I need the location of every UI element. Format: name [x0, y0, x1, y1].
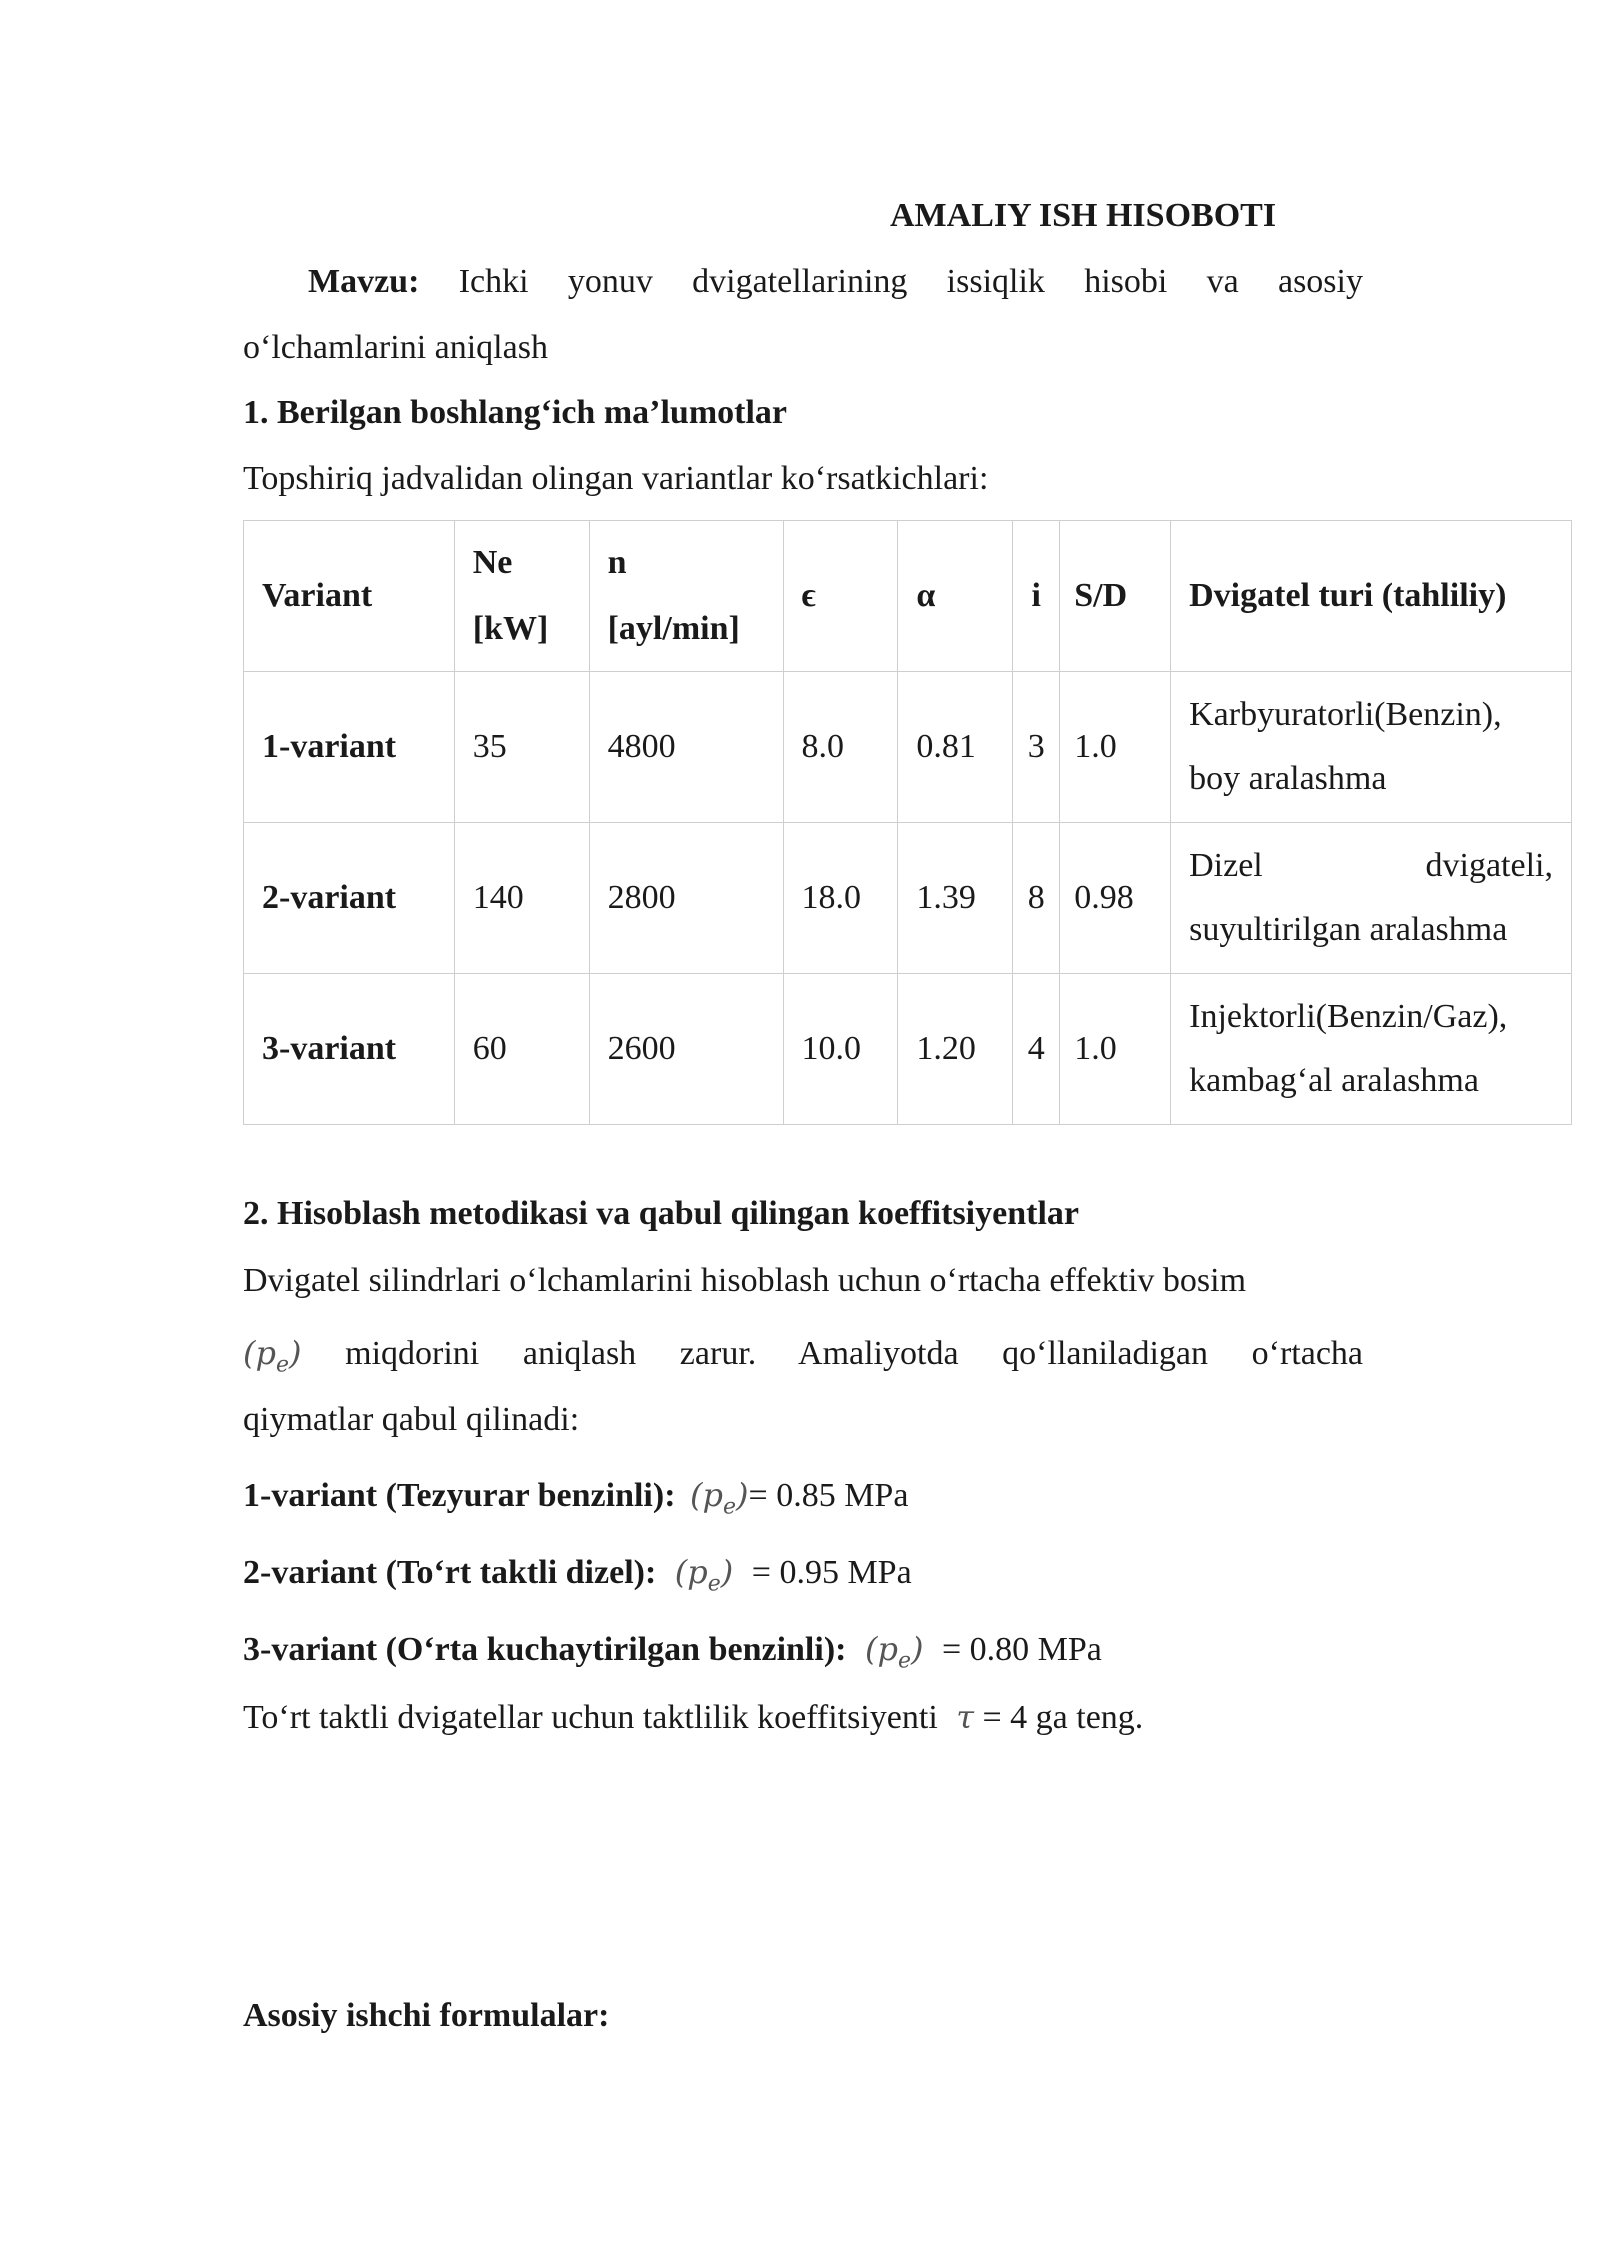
cell-type-line2: kambag‘al aralashma — [1189, 1062, 1479, 1099]
tau-value: = 4 ga teng. — [982, 1699, 1144, 1736]
cell-type — [1171, 672, 1572, 823]
pe-symbol: (p — [674, 1553, 708, 1591]
variant1-value: = 0.85 MPa — [748, 1477, 909, 1514]
topic-label: Mavzu: — [308, 263, 420, 300]
section2-paragraph-line3: qiymatlar qabul qilinadi: — [243, 1401, 580, 1438]
col-header-ne-unit: [kW] — [472, 610, 549, 647]
cell-type-line1: Dizel dvigateli, — [1189, 847, 1553, 884]
section3-heading: Asosiy ishchi formulalar: — [243, 1997, 610, 2034]
cell-sd: 0.98 — [1060, 823, 1171, 974]
section2-paragraph-line1: Dvigatel silindrlari o‘lchamlarini hisoblash uchun o‘rtacha effektiv bosim — [243, 1262, 1247, 1299]
variant3-label: 3-variant (O‘rta kuchaytirilgan benzinli): — [243, 1631, 847, 1668]
cell-variant: 1-variant — [244, 672, 455, 823]
section2-paragraph-line2-text: miqdorini aniqlash zarur. Amaliyotda qo‘llaniladigan o‘rtacha — [345, 1335, 1363, 1372]
variant2-label: 2-variant (To‘rt taktli dizel): — [243, 1554, 657, 1591]
pe-formula — [243, 1334, 302, 1378]
variant3-value: = 0.80 MPa — [941, 1631, 1102, 1668]
pe-formula — [865, 1629, 923, 1681]
table-row — [244, 974, 1572, 1125]
pe-subscript: e — [723, 1494, 737, 1520]
pe-subscript: e — [707, 1571, 721, 1597]
cell-n: 2800 — [589, 823, 783, 974]
variants-table — [243, 520, 1572, 1125]
pe-formula — [675, 1552, 733, 1604]
cell-sd: 1.0 — [1060, 974, 1171, 1125]
pe-symbol: (p — [864, 1630, 898, 1668]
pe-close: ) — [736, 1476, 749, 1514]
cell-ne: 140 — [454, 823, 589, 974]
col-header-variant: Variant — [244, 521, 455, 672]
variant1-pressure — [243, 1475, 908, 1527]
pe-symbol: (p — [243, 1334, 276, 1372]
section1-heading: 1. Berilgan boshlang‘ich ma’lumotlar — [243, 394, 788, 431]
variant1-label: 1-variant (Tezyurar benzinli): — [243, 1477, 676, 1514]
section2-heading: 2. Hisoblash metodikasi va qabul qilingan koeffitsiyentlar — [243, 1195, 1079, 1232]
cell-type-line1: Karbyuratorli(Benzin), — [1189, 696, 1502, 733]
topic-text: Ichki yonuv dvigatellarining issiqlik hisobi va asosiy — [458, 263, 1363, 300]
col-header-n-unit: [ayl/min] — [607, 610, 740, 647]
cell-variant: 2-variant — [244, 823, 455, 974]
col-header-n-symbol: n — [607, 544, 627, 581]
cell-epsilon: 8.0 — [783, 672, 898, 823]
tau-symbol: τ — [956, 1698, 974, 1736]
pe-subscript: e — [275, 1352, 289, 1378]
pe-symbol: (p — [690, 1476, 723, 1514]
cell-sd: 1.0 — [1060, 672, 1171, 823]
col-header-sd: S/D — [1060, 521, 1171, 672]
col-header-ne — [454, 521, 589, 672]
section2-paragraph-line2 — [243, 1333, 1363, 1385]
col-header-n — [589, 521, 783, 672]
cell-alpha: 1.20 — [898, 974, 1013, 1125]
cell-i: 8 — [1013, 823, 1060, 974]
cell-type-line2: boy aralashma — [1189, 760, 1387, 797]
table-row — [244, 823, 1572, 974]
document-title: AMALIY ISH HISOBOTI — [890, 197, 1277, 234]
topic-continuation: o‘lchamlarini aniqlash — [243, 329, 548, 366]
col-header-ne-symbol: Ne — [472, 544, 513, 581]
topic-line — [243, 262, 1363, 302]
col-header-epsilon: ϵ — [783, 521, 898, 672]
tau-coefficient-line — [243, 1697, 1143, 1738]
pe-subscript: e — [897, 1648, 911, 1674]
section1-intro: Topshiriq jadvalidan olingan variantlar ko‘rsatkichlari: — [243, 460, 989, 497]
cell-alpha: 1.39 — [898, 823, 1013, 974]
cell-epsilon: 10.0 — [783, 974, 898, 1125]
cell-variant: 3-variant — [244, 974, 455, 1125]
pe-formula — [690, 1475, 748, 1527]
cell-ne: 60 — [454, 974, 589, 1125]
cell-n: 4800 — [589, 672, 783, 823]
cell-type — [1171, 974, 1572, 1125]
variant2-pressure — [243, 1552, 912, 1604]
table-header-row — [244, 521, 1572, 672]
table-row — [244, 672, 1572, 823]
cell-n: 2600 — [589, 974, 783, 1125]
pe-close: ) — [289, 1334, 302, 1372]
cell-i: 3 — [1013, 672, 1060, 823]
cell-i: 4 — [1013, 974, 1060, 1125]
cell-type-line2: suyultirilgan aralashma — [1189, 911, 1508, 948]
cell-type-line1: Injektorli(Benzin/Gaz), — [1189, 998, 1508, 1035]
variant2-value: = 0.95 MPa — [751, 1554, 912, 1591]
variant3-pressure — [243, 1629, 1102, 1681]
cell-epsilon: 18.0 — [783, 823, 898, 974]
col-header-i: i — [1013, 521, 1060, 672]
col-header-alpha: α — [898, 521, 1013, 672]
cell-type — [1171, 823, 1572, 974]
cell-alpha: 0.81 — [898, 672, 1013, 823]
col-header-type: Dvigatel turi (tahliliy) — [1171, 521, 1572, 672]
pe-close: ) — [910, 1630, 924, 1668]
tau-text: To‘rt taktli dvigatellar uchun taktlilik koeffitsiyenti — [243, 1699, 938, 1736]
pe-close: ) — [720, 1553, 734, 1591]
cell-ne: 35 — [454, 672, 589, 823]
